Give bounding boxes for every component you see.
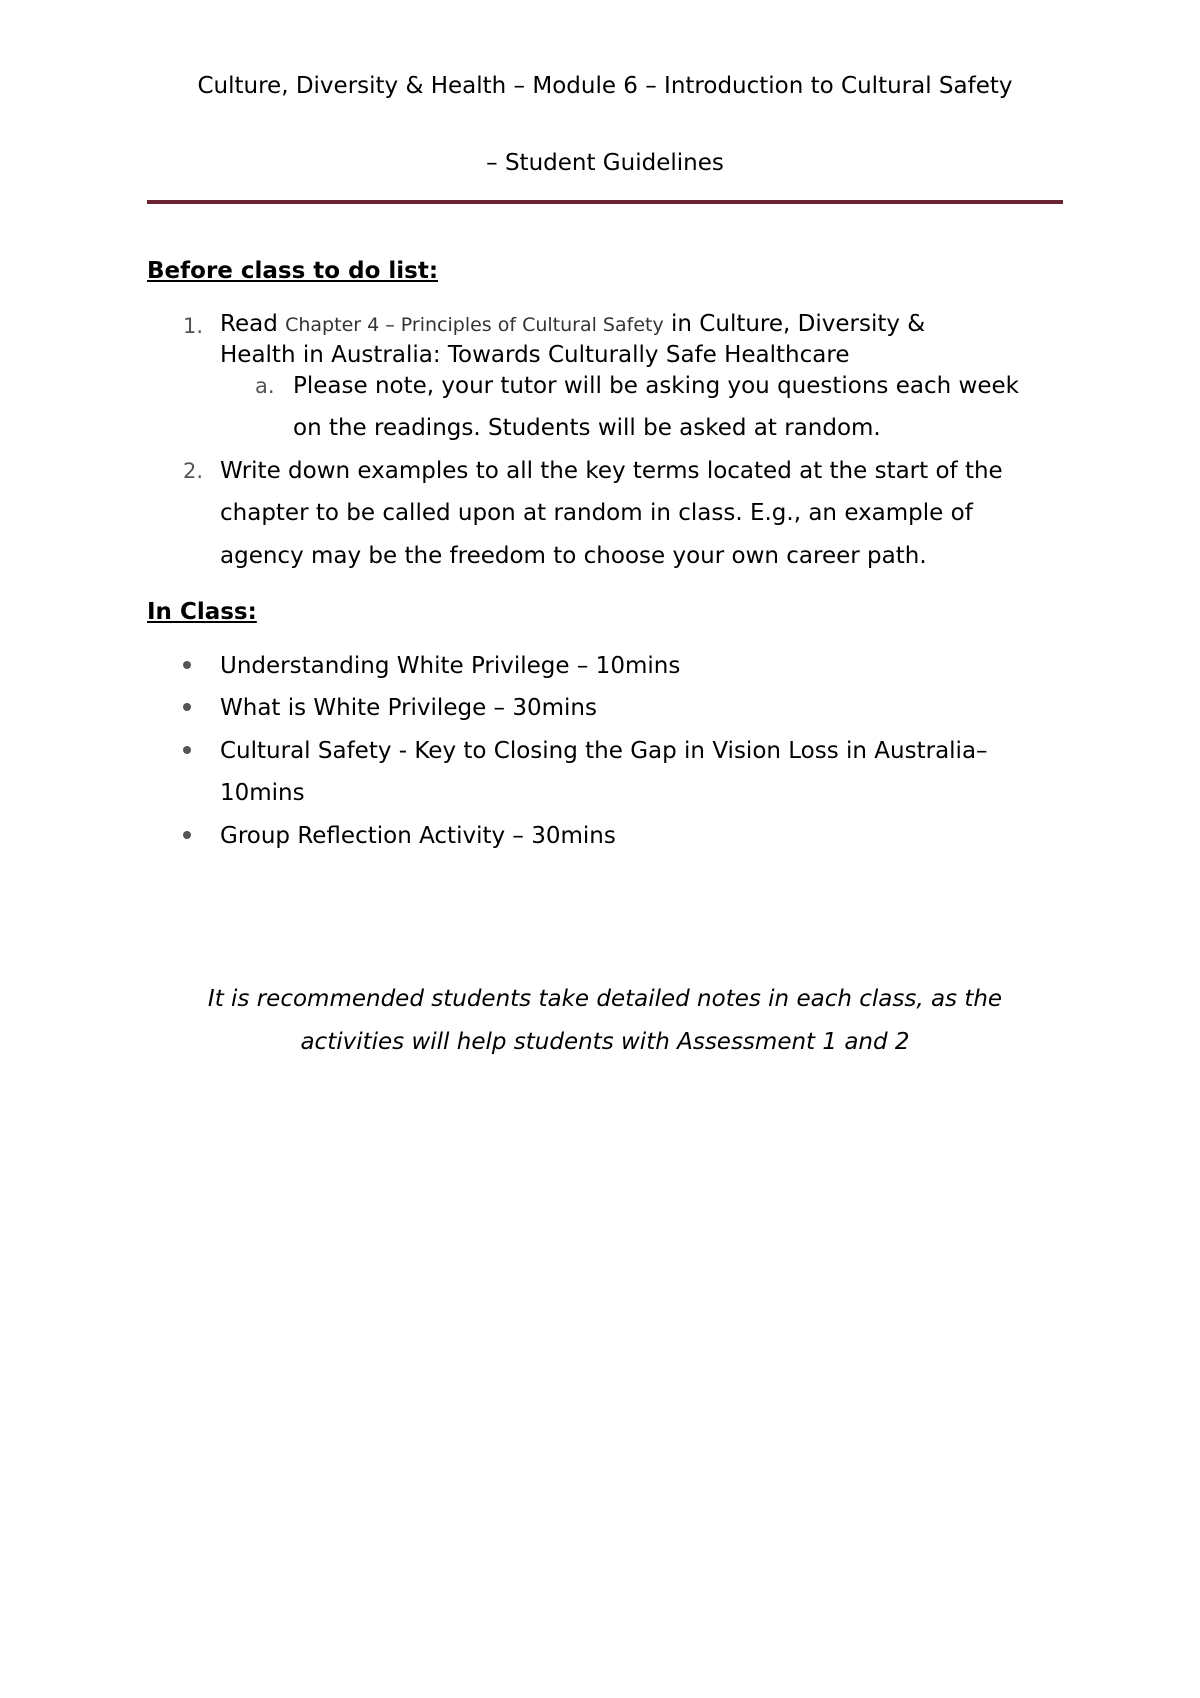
- header-divider: [147, 200, 1063, 204]
- list-marker-1a: a.: [255, 374, 275, 398]
- list-item-1-tail: in Culture, Diversity &: [663, 311, 926, 337]
- bullet-icon: [183, 746, 191, 754]
- list-marker-1: 1.: [183, 314, 204, 338]
- chapter-reference: Chapter 4 – Principles of Cultural Safety: [285, 314, 664, 336]
- list-item-2-line-1: Write down examples to all the key terms located at the start of the: [220, 458, 1003, 484]
- in-class-heading: In Class:: [147, 599, 257, 625]
- bullet-icon: [183, 831, 191, 839]
- list-item-1-line-2: Health in Australia: Towards Culturally Safe Healthcare: [220, 342, 850, 368]
- list-item-1-line-1: [220, 309, 925, 340]
- list-marker-2: 2.: [183, 459, 204, 483]
- closing-note-line-2: activities will help students with Assessment 1 and 2: [300, 1029, 910, 1055]
- bullet-icon: [183, 703, 191, 711]
- bullet-icon: [183, 661, 191, 669]
- list-item-1a-line-2: on the readings. Students will be asked at random.: [293, 415, 881, 441]
- list-item-2-line-2: chapter to be called upon at random in class. E.g., an example of: [220, 500, 973, 526]
- before-class-heading: Before class to do list:: [147, 258, 439, 284]
- document-title-line-2: – Student Guidelines: [486, 150, 724, 176]
- document-title-line-1: Culture, Diversity & Health – Module 6 – Introduction to Cultural Safety: [197, 73, 1013, 99]
- in-class-item-1: Understanding White Privilege – 10mins: [220, 653, 681, 679]
- closing-note-line-1: It is recommended students take detailed notes in each class, as the: [207, 986, 1003, 1012]
- in-class-item-4: Group Reflection Activity – 30mins: [220, 823, 616, 849]
- in-class-item-2: What is White Privilege – 30mins: [220, 695, 597, 721]
- in-class-item-3-line-2: 10mins: [220, 780, 305, 806]
- list-item-1a-line-1: Please note, your tutor will be asking you questions each week: [293, 373, 1019, 399]
- list-item-2-line-3: agency may be the freedom to choose your own career path.: [220, 543, 927, 569]
- in-class-item-3-line-1: Cultural Safety - Key to Closing the Gap in Vision Loss in Australia–: [220, 738, 988, 764]
- list-item-1-lead: Read: [220, 311, 286, 337]
